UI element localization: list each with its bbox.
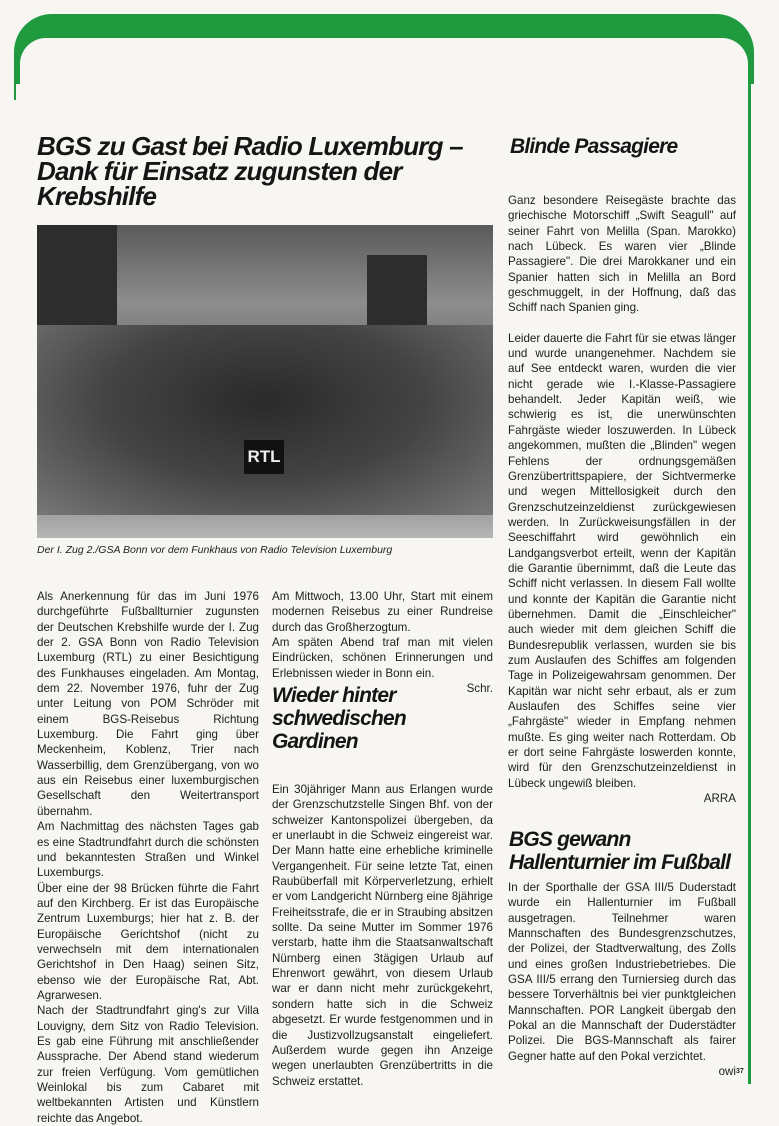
- bgs-signature: owi: [718, 1065, 736, 1079]
- rtl-sign: RTL: [244, 440, 284, 474]
- green-frame-left: [14, 60, 16, 100]
- main-signature: Schr.: [466, 682, 493, 696]
- blinde-paragraph: Leider dauerte die Fahrt für sie etwas länger und wurde unangenehmer. Nachdem sie auf See entdeckt waren, wurden die vier nicht gerade wie I.-Klasse-Passagiere behandelt. Jeder Kapitän weiß, wie schwierig es ist, die unerwünschten Fahrgäste wieder loszuwerden. In Lübeck angekommen, mußten die „Blinden" wegen Fehlens der ordnungsgemäßen Grenzübertrittspapiere, der Sichtvermerke und wegen Mittellosigkeit durch den Grenzschutzeinzeldienst zurückgewiesen werden. In Zurückweisungsfällen in der Seeschiffahrt wird gewöhnlich ein Landgangsverbot erteilt, wenn der Kapitän die Garantie übernimmt, daß die Leute das Schiff nicht verlassen. In diesem Fall wollte und konnte der Kapitän die Garantie nicht übernehmen. Damit die „Einschleicher" auch wieder mit dem gleichen Schiff die Bundesrepublik verlassen, wurden sie bis zum Auslaufen des Schiffes am folgenden Tage in Polizeigewahrsam genommen. Der Kapitän war nicht sehr erbaut, als er zum Auslaufen des Schiffes seine vier „Fahrgäste" wieder in Empfang nehmen mußte. Es ging weiter nach Rotterdam. Ob er dort seine Fahrgäste loswerden konnte, wird für den Grenzschutzeinzeldienst in Lübeck ungewiß bleiben.: [508, 331, 736, 790]
- bgs-article-title: BGS gewann Hallenturnier im Fußball: [509, 828, 731, 874]
- group-photo: [37, 225, 493, 538]
- page-number: 37: [736, 1068, 744, 1075]
- main-article-title: BGS zu Gast bei Radio Luxemburg – Dank für Einsatz zugunsten der Krebshilfe: [37, 131, 463, 211]
- bgs-article-body: [508, 880, 736, 1079]
- main-paragraph: Als Anerkennung für das im Juni 1976 durchgeführte Fußballturnier zugunsten der Deutschen Krebshilfe wurde der I. Zug der 2. GSA Bonn von Radio Television Luxemburg (RTL) zu einer Besichtigung des Funkhauses eingeladen. Am Montag, dem 22. November 1976, fuhr der Zug unter Leitung von POM Schröder mit einem BGS-Reisebus Richtung Luxemburg. Die Fahrt ging über Meckenheim, Koblenz, Trier nach Wasserbillig, dem Grenzübergang, von wo aus ein Reisebus einer luxemburgischen Gesellschaft den Weitertransport übernahm.: [37, 590, 259, 818]
- blinde-paragraph: Ganz besondere Reisegäste brachte das griechische Motorschiff „Swift Seagull" auf seiner Fahrt von Melilla (Span. Marokko) nach Lübeck. Es waren vier „Blinde Passagiere". Die drei Marokkaner und ein Spanier hatten sich in Melilla an Bord geschmuggelt, in der Hoffnung, daß das Schiff nach Spanien ging.: [508, 194, 736, 315]
- blinde-article-body: [508, 193, 736, 806]
- blinde-article-title: Blinde Passagiere: [510, 135, 678, 158]
- wieder-article-title: Wieder hinter schwedischen Gardinen: [272, 684, 406, 753]
- main-article-column-1: [37, 589, 259, 1126]
- main-article-column-2: [272, 589, 493, 696]
- green-frame-right: [748, 60, 751, 1084]
- main-paragraph: Nach der Stadtrundfahrt ging's zur Villa Louvigny, dem Sitz von Radio Television. Es gab eine Führung mit anschließender Aussprache. Der Abend stand wiederum zur freien Verfügung. Vom gemütlichen Weinlokal bis zum Cabaret mit weltbekannten Artisten und Künstlern reichte das Angebot.: [37, 1004, 259, 1125]
- photo-caption: Der I. Zug 2./GSA Bonn vor dem Funkhaus von Radio Television Luxemburg: [37, 544, 393, 556]
- bgs-paragraph: In der Sporthalle der GSA III/5 Duderstadt wurde ein Hallenturnier im Fußball ausgetragen. Teilnehmer waren Mannschaften des Bundesgrenzschutzes, der Polizei, der Stadtverwaltung, des Zolls und eines großen Industriebetriebes. Die GSA III/5 errang den Turniersieg durch das bessere Torverhältnis bei vier punktgleichen Mannschaften. POR Langkeit übergab den Pokal an die Mannschaft der Duderstädter Polizei. Die BGS-Mannschaft als fairer Gegner hatte auf den Pokal verzichtet.: [508, 881, 736, 1063]
- wieder-paragraph: Ein 30jähriger Mann aus Erlangen wurde der Grenzschutzstelle Singen Bhf. von der schweizer Kantonspolizei übergeben, da er unerlaubt in die Schweiz eingereist war. Der Mann hatte eine erhebliche kriminelle Vergangenheit. Für seine letzte Tat, einen Raubüberfall mit Körperverletzung, erhielt er vom Landgericht Nürnberg eine 8jährige Freiheitsstrafe, die er in Straubing absitzen sollte. Da seine Mutter im Sommer 1976 verstarb, hatte ihm die Staatsanwaltschaft Nürnberg einen 3tägigen Urlaub auf Ehrenwort gewährt, von diesem Urlaub war er dann nicht mehr zurückgekehrt, sondern hatte sich in die Schweiz abgesetzt. Er wurde festgenommen und in die Justizvollzugsanstalt eingeliefert. Außerdem wurde gegen ihn Anzeige wegen unerlaubten Grenzübertritts in die Schweiz erstattet.: [272, 783, 493, 1088]
- main-paragraph: Über eine der 98 Brücken führte die Fahrt auf den Kirchberg. Er ist das Europäische Zentrum Luxemburgs; hier hat z. B. der Europäische Gerichtshof (nicht zu verwechseln mit dem internationalen Gerichtshof in Den Haag) seinen Sitz, ebenso wie der Europäische Rat, Abt. Agrarwesen.: [37, 881, 259, 1002]
- main-paragraph: Am Mittwoch, 13.00 Uhr, Start mit einem modernen Reisebus zu einer Rundreise durch das Großherzogtum.: [272, 590, 493, 634]
- frame-inner: [20, 38, 748, 98]
- main-paragraph: Am Nachmittag des nächsten Tages gab es eine Stadtrundfahrt durch die schönsten und bekanntesten Straßen und Winkel Luxemburgs.: [37, 820, 259, 880]
- main-paragraph: Am späten Abend traf man mit vielen Eindrücken, schönen Erinnerungen und Erlebnissen wieder in Bonn ein.: [272, 636, 493, 680]
- blinde-signature: ARRA: [703, 792, 736, 806]
- wieder-article-body: [272, 782, 493, 1089]
- photo-crowd: [37, 325, 493, 515]
